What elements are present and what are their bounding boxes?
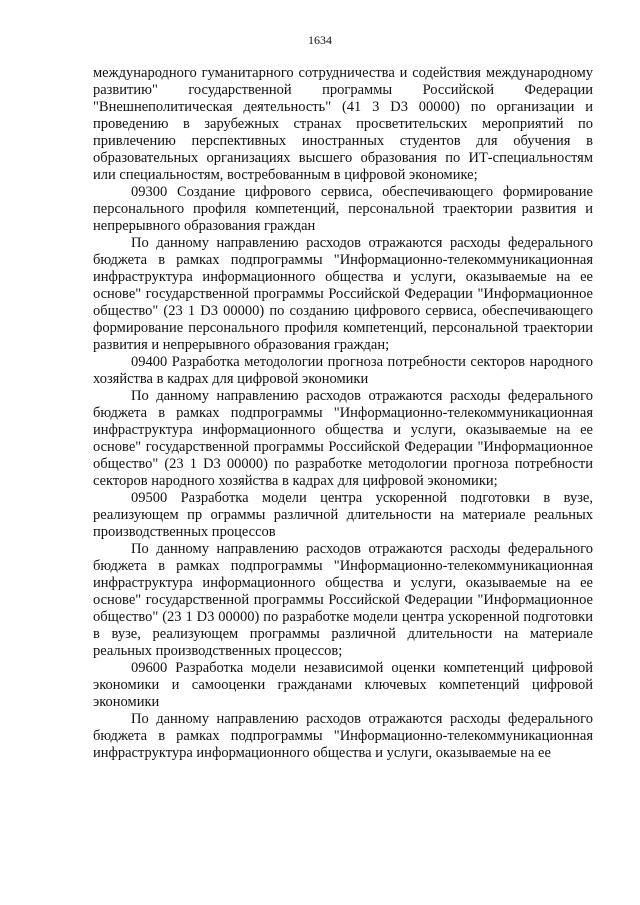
paragraph-09400-description: По данному направлению расходов отражаются расходы федерального бюджета в рамках подпрограммы "Информационно-телекоммуникационная инфраструктура информационного общества и услуги, оказываемые на ее основе" государственной программы Российской Федерации "Информационное общество" (23 1 D3 00000) по разработке методологии прогноза потребности секторов народного хозяйства в кадрах для цифровой экономики; xyxy=(93,388,593,489)
paragraph-09300-description: По данному направлению расходов отражаются расходы федерального бюджета в рамках подпрограммы "Информационно-телекоммуникационная инфраструктура информационного общества и услуги, оказываемые на ее основе" государственной программы Российской Федерации "Информационное общество" (23 1 D3 00000) по созданию цифрового сервиса, обеспечивающего формирование персонального профиля компетенций, персональной траектории развития и непрерывного образования граждан; xyxy=(93,235,593,353)
paragraph-09500-description: По данному направлению расходов отражаются расходы федерального бюджета в рамках подпрограммы "Информационно-телекоммуникационная инфраструктура информационного общества и услуги, оказываемые на ее основе" государственной программы Российской Федерации "Информационное общество" (23 1 D3 00000) по разработке модели центра ускоренной подготовки в вузе, реализующем программы различной длительности на материале реальных производственных процессов; xyxy=(93,541,593,659)
section-heading-09600: 09600 Разработка модели независимой оценки компетенций цифровой экономики и самооценки гражданами ключевых компетенций цифровой экономики xyxy=(93,660,593,710)
paragraph-09600-description: По данному направлению расходов отражаются расходы федерального бюджета в рамках подпрограммы "Информационно-телекоммуникационная инфраструктура информационного общества и услуги, оказываемые на ее xyxy=(93,711,593,761)
section-heading-09500: 09500 Разработка модели центра ускоренной подготовки в вузе, реализующем пр огрaммы различной длительности на материале реальных производственных процессов xyxy=(93,490,593,540)
section-heading-09300: 09300 Создание цифрового сервиса, обеспечивающего формирование персонального профиля компетенций, персональной траектории развития и непрерывного образования граждан xyxy=(93,184,593,234)
document-body xyxy=(93,65,593,762)
paragraph-continuation: международного гуманитарного сотрудничества и содействия международному развитию" государственной программы Российской Федерации "Внешнеполитическая деятельность" (41 3 D3 00000) по организации и проведению в зарубежных странах просветительских мероприятий по привлечению перспективных иностранных студентов для обучения в образовательных организациях высшего образования по ИТ-специальностям или специальностям, востребованным в цифровой экономике; xyxy=(93,65,593,183)
section-heading-09400: 09400 Разработка методологии прогноза потребности секторов народного хозяйства в кадрах для цифровой экономики xyxy=(93,354,593,387)
page-number: 1634 xyxy=(308,33,332,47)
